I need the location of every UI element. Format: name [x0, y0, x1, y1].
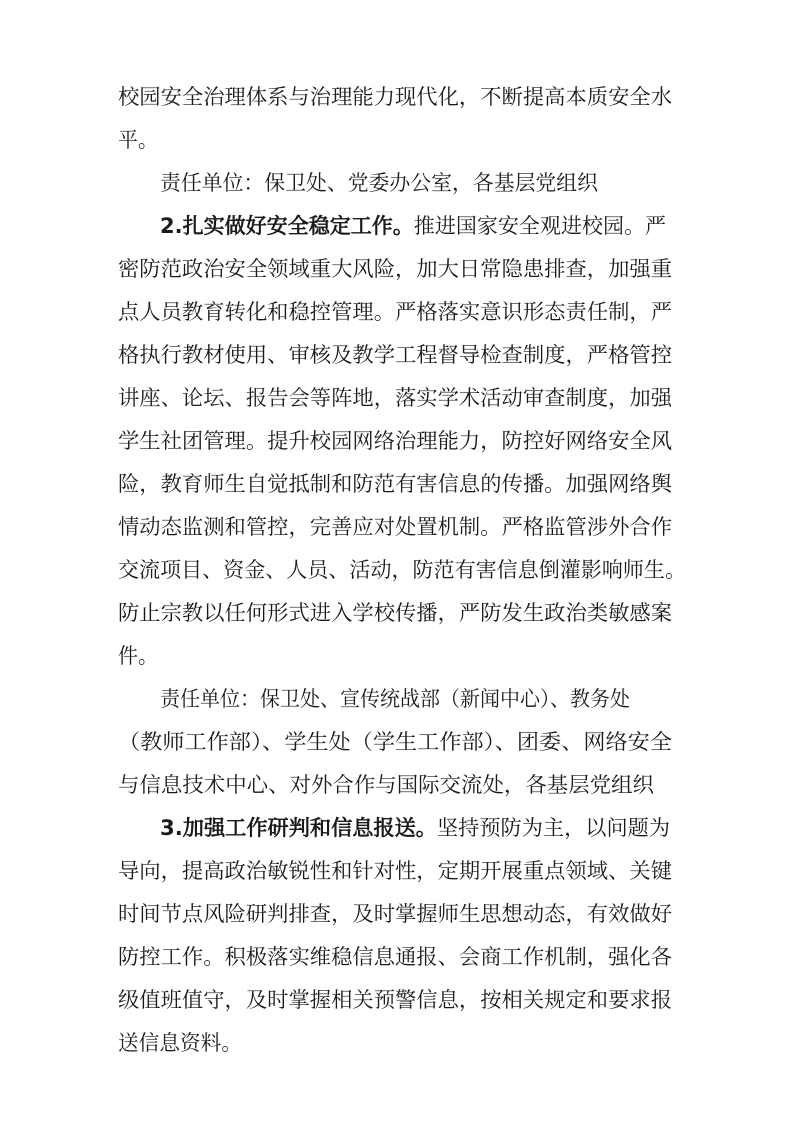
text-line	[0, 978, 793, 1022]
line-content	[118, 118, 158, 162]
text-line	[0, 247, 793, 291]
paragraph-text: 时间节点风险研判排查，及时掌握师生思想动态，有效做好	[118, 902, 672, 926]
text-line	[0, 548, 793, 592]
line-content	[160, 806, 670, 850]
paragraph-text: 格执行教材使用、审核及教学工程督导检查制度，严格管控	[118, 343, 672, 367]
line-content	[118, 634, 158, 678]
line-content	[118, 591, 672, 635]
text-line	[0, 935, 793, 979]
text-line	[0, 720, 793, 764]
text-line	[0, 376, 793, 420]
text-line	[0, 419, 793, 463]
paragraph-text: 防控工作。积极落实维稳信息通报、会商工作机制，强化各	[118, 945, 672, 969]
line-content	[118, 892, 672, 936]
paragraph-text: 密防范政治安全领域重大风险，加大日常隐患排查，加强重	[118, 257, 672, 281]
paragraph-text: 件。	[118, 644, 158, 668]
paragraph-text: 责任单位：保卫处、党委办公室，各基层党组织	[160, 171, 598, 195]
text-line	[0, 806, 793, 850]
text-line	[0, 591, 793, 635]
line-content	[118, 376, 672, 420]
paragraph-text: 交流项目、资金、人员、活动，防范有害信息倒灌影响师生。	[118, 558, 686, 582]
line-content	[118, 1021, 242, 1065]
text-line	[0, 763, 793, 807]
text-line	[0, 333, 793, 377]
paragraph-text: 级值班值守，及时掌握相关预警信息，按相关规定和要求报	[118, 988, 672, 1012]
paragraph-text: 导向，提高政治敏锐性和针对性，定期开展重点领域、关键	[118, 859, 672, 883]
line-content	[118, 935, 672, 979]
text-line	[0, 118, 793, 162]
text-line	[0, 161, 793, 205]
text-line	[0, 1021, 793, 1065]
text-line	[0, 75, 793, 119]
line-content	[118, 419, 672, 463]
text-line	[0, 290, 793, 334]
line-content	[118, 462, 672, 506]
text-line	[0, 462, 793, 506]
paragraph-text: 情动态监测和管控，完善应对处置机制。严格监管涉外合作	[118, 515, 672, 539]
text-line	[0, 677, 793, 721]
text-line	[0, 892, 793, 936]
paragraph-text: 点人员教育转化和稳控管理。严格落实意识形态责任制，严	[118, 300, 672, 324]
line-content	[118, 505, 672, 549]
text-line	[0, 634, 793, 678]
paragraph-text: 与信息技术中心、对外合作与国际交流处，各基层党组织	[118, 773, 654, 797]
paragraph-text: 防止宗教以任何形式进入学校传播，严防发生政治类敏感案	[118, 601, 672, 625]
paragraph-text: 讲座、论坛、报告会等阵地，落实学术活动审查制度，加强	[118, 386, 672, 410]
text-line	[0, 849, 793, 893]
paragraph-text: 责任单位：保卫处、宣传统战部（新闻中心）、教务处	[160, 687, 630, 711]
line-content	[118, 763, 654, 807]
line-content	[118, 849, 672, 893]
paragraph-text: 平。	[118, 128, 158, 152]
line-content	[118, 75, 672, 119]
line-content	[160, 161, 598, 205]
paragraph-text: 学生社团管理。提升校园网络治理能力，防控好网络安全风	[118, 429, 672, 453]
line-content	[118, 978, 672, 1022]
line-content	[160, 204, 666, 248]
line-content	[160, 677, 630, 721]
text-line	[0, 204, 793, 248]
paragraph-text: （教师工作部）、学生处（学生工作部）、团委、网络安全	[118, 730, 672, 754]
paragraph-text: 推进国家安全观进校园。严	[413, 214, 666, 238]
paragraph-text: 校园安全治理体系与治理能力现代化，不断提高本质安全水	[118, 85, 672, 109]
line-content	[118, 548, 686, 592]
paragraph-text: 坚持预防为主，以问题为	[436, 816, 670, 840]
item-heading: 3.加强工作研判和信息报送。	[160, 816, 437, 840]
line-content	[118, 247, 672, 291]
paragraph-text: 送信息资料。	[118, 1031, 242, 1055]
line-content	[118, 290, 672, 334]
text-line	[0, 505, 793, 549]
paragraph-text: 险，教育师生自觉抵制和防范有害信息的传播。加强网络舆	[118, 472, 672, 496]
line-content	[118, 333, 672, 377]
line-content	[118, 720, 672, 764]
item-heading: 2.扎实做好安全稳定工作。	[160, 214, 414, 238]
